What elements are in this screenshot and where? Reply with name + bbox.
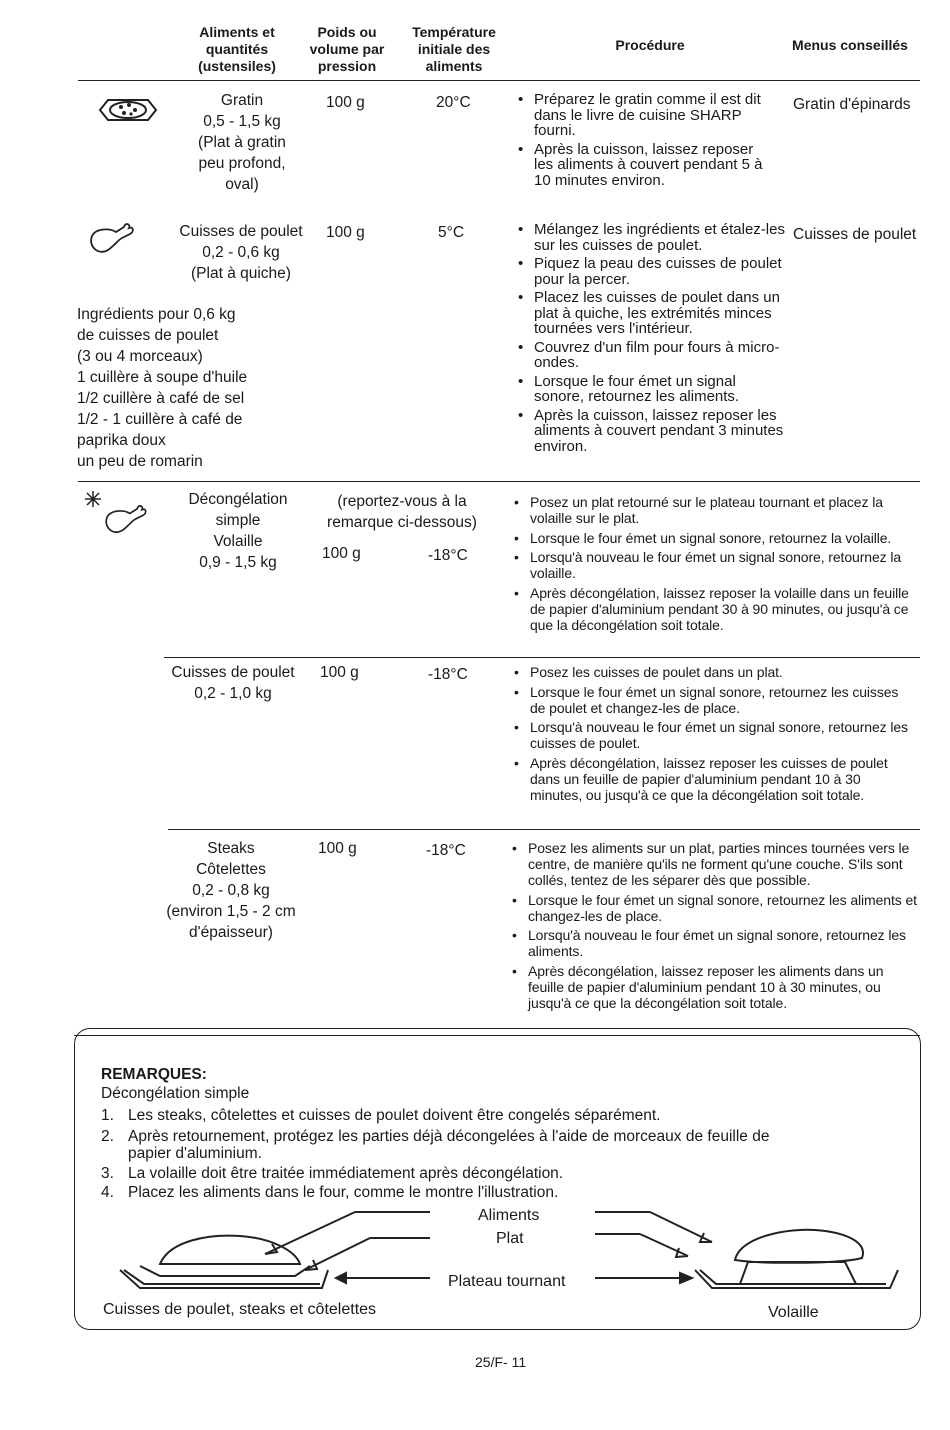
remarks-subtitle: Décongélation simple [101,1085,250,1102]
header-col-menus: Menus conseillés [792,37,908,53]
remark-text: Les steaks, côtelettes et cuisses de poulet doivent être congelés séparément. [128,1107,661,1124]
gratin-procedure [516,92,766,191]
header-col-temp: Température initiale des aliments [412,24,496,74]
list-item: • Couvrez d'un film pour fours à micro-ondes. [516,340,786,371]
list-item: • Placez les cuisses de poulet dans un plat à quiche, les extrémités minces tournées vers l'intérieur. [516,290,786,337]
cuisses-decong-food: Cuisses de poulet 0,2 - 1,0 kg [171,664,295,702]
cuisses-ingredients: Ingrédients pour 0,6 kg de cuisses de poulet (3 ou 4 morceaux) 1 cuillère à soupe d'huile 1/2 cuillère à café de sel 1/2 - 1 cuillère à café de paprika doux un peu de romarin [77,306,248,470]
diagram-caption-right: Volaille [768,1304,819,1321]
list-item: • Après la cuisson, laissez reposer les aliments à couvert pendant 5 à 10 minutes environ. [516,142,766,189]
cuisses-decong-weight: 100 g [320,664,359,681]
remark-number: 2. [101,1128,114,1145]
header-col-procedure: Procédure [615,37,685,53]
list-item: • Posez les cuisses de poulet dans un plat. [512,664,908,680]
chicken-leg-icon [100,504,150,543]
gratin-temp: 20°C [436,94,471,111]
volaille-procedure [512,494,922,636]
volaille-temp: -18°C [428,547,468,564]
list-item: • Lorsque le four émet un signal sonore, retournez la volaille. [512,530,922,546]
page-number: 25/F- 11 [475,1354,527,1370]
remark-number: 3. [101,1165,114,1182]
row-divider [78,481,920,482]
diagram-caption-left: Cuisses de poulet, steaks et côtelettes [103,1301,377,1318]
diagram-label-plateau: Plateau tournant [448,1273,566,1290]
cuisses-decong-procedure [512,664,908,806]
steaks-procedure [510,840,920,1014]
steaks-weight: 100 g [318,840,357,857]
row-divider [164,657,920,658]
list-item: • Lorsque le four émet un signal sonore, retournez les aliments et changez-les de place. [510,892,920,924]
header-col-food: Aliments et quantités (ustensiles) [198,24,276,74]
list-item: • Après décongélation, laissez reposer les cuisses de poulet dans un feuille de papier d'aluminium pendant 10 à 30 minutes, ou jusqu'à ce que la décongélation soit totale. [512,755,908,803]
cuisses-temp: 5°C [438,224,465,241]
list-item: • Lorsqu'à nouveau le four émet un signal sonore, retournez la volaille. [512,549,922,581]
volaille-weight-note: (reportez-vous à la remarque ci-dessous) [327,493,477,531]
list-item: • Après décongélation, laissez reposer les aliments dans un feuille de papier d'aluminium pendant 10 à 30 minutes, ou jusqu'à ce que la décongélation soit totale. [510,963,920,1011]
list-item: • Lorsqu'à nouveau le four émet un signal sonore, retournez les aliments. [510,927,920,959]
cuisses-menu: Cuisses de poulet [793,226,917,243]
remarks-title: REMARQUES: [101,1066,207,1083]
steaks-temp: -18°C [426,842,466,859]
volaille-food: Décongélation simple Volaille 0,9 - 1,5 kg [188,491,288,571]
diagram-label-plat: Plat [496,1230,524,1247]
remark-number: 4. [101,1184,114,1201]
volaille-weight: 100 g [322,545,361,562]
list-item: • Piquez la peau des cuisses de poulet pour la percer. [516,256,786,287]
diagram-label-aliments: Aliments [478,1207,540,1224]
gratin-weight: 100 g [326,94,365,111]
row-divider [168,829,920,830]
gratin-food: Gratin 0,5 - 1,5 kg (Plat à gratin peu profond, oval) [198,92,286,193]
steaks-food: Steaks Côtelettes 0,2 - 0,8 kg (environ 1,5 - 2 cm d'épaisseur) [166,840,296,941]
list-item: • Lorsque le four émet un signal sonore, retournez les cuisses de poulet et changez-les de place. [512,684,908,716]
cuisses-decong-temp: -18°C [428,666,468,683]
list-item: • Lorsque le four émet un signal sonore, retournez les aliments. [516,374,786,405]
list-item: • Posez les aliments sur un plat, parties minces tournées vers le centre, de manière qu'ils ne forment qu'une couche. S'ils sont collés, tentez de les séparer dès que possible. [510,840,920,888]
remark-text: Après retournement, protégez les parties déjà décongelées à l'aide de morceaux de feuille de [128,1128,770,1145]
remark-text: papier d'aluminium. [128,1145,262,1162]
list-item: • Mélangez les ingrédients et étalez-les sur les cuisses de poulet. [516,222,786,253]
list-item: • Lorsqu'à nouveau le four émet un signal sonore, retournez les cuisses de poulet. [512,719,908,751]
chicken-leg-icon [86,222,136,263]
remark-text: La volaille doit être traitée immédiatement après décongélation. [128,1165,564,1182]
remark-text: Placez les aliments dans le four, comme le montre l'illustration. [128,1184,559,1201]
cuisses-food: Cuisses de poulet 0,2 - 0,6 kg (Plat à quiche) [179,223,303,282]
cuisses-procedure [516,222,786,457]
gratin-dish-icon [96,94,160,131]
list-item: • Après décongélation, laissez reposer la volaille dans un feuille de papier d'aluminium pendant 30 à 90 minutes, ou jusqu'à ce que la décongélation soit totale. [512,585,922,633]
header-rule [78,80,920,81]
list-item: • Posez un plat retourné sur le plateau tournant et placez la volaille sur le plat. [512,494,922,526]
header-col-weight: Poids ou volume par pression [309,24,385,74]
list-item: • Préparez le gratin comme il est dit dans le livre de cuisine SHARP fourni. [516,92,766,139]
gratin-menu: Gratin d'épinards [793,96,911,113]
remark-number: 1. [101,1107,114,1124]
cuisses-weight: 100 g [326,224,365,241]
list-item: • Après la cuisson, laissez reposer les aliments à couvert pendant 3 minutes environ. [516,408,786,455]
